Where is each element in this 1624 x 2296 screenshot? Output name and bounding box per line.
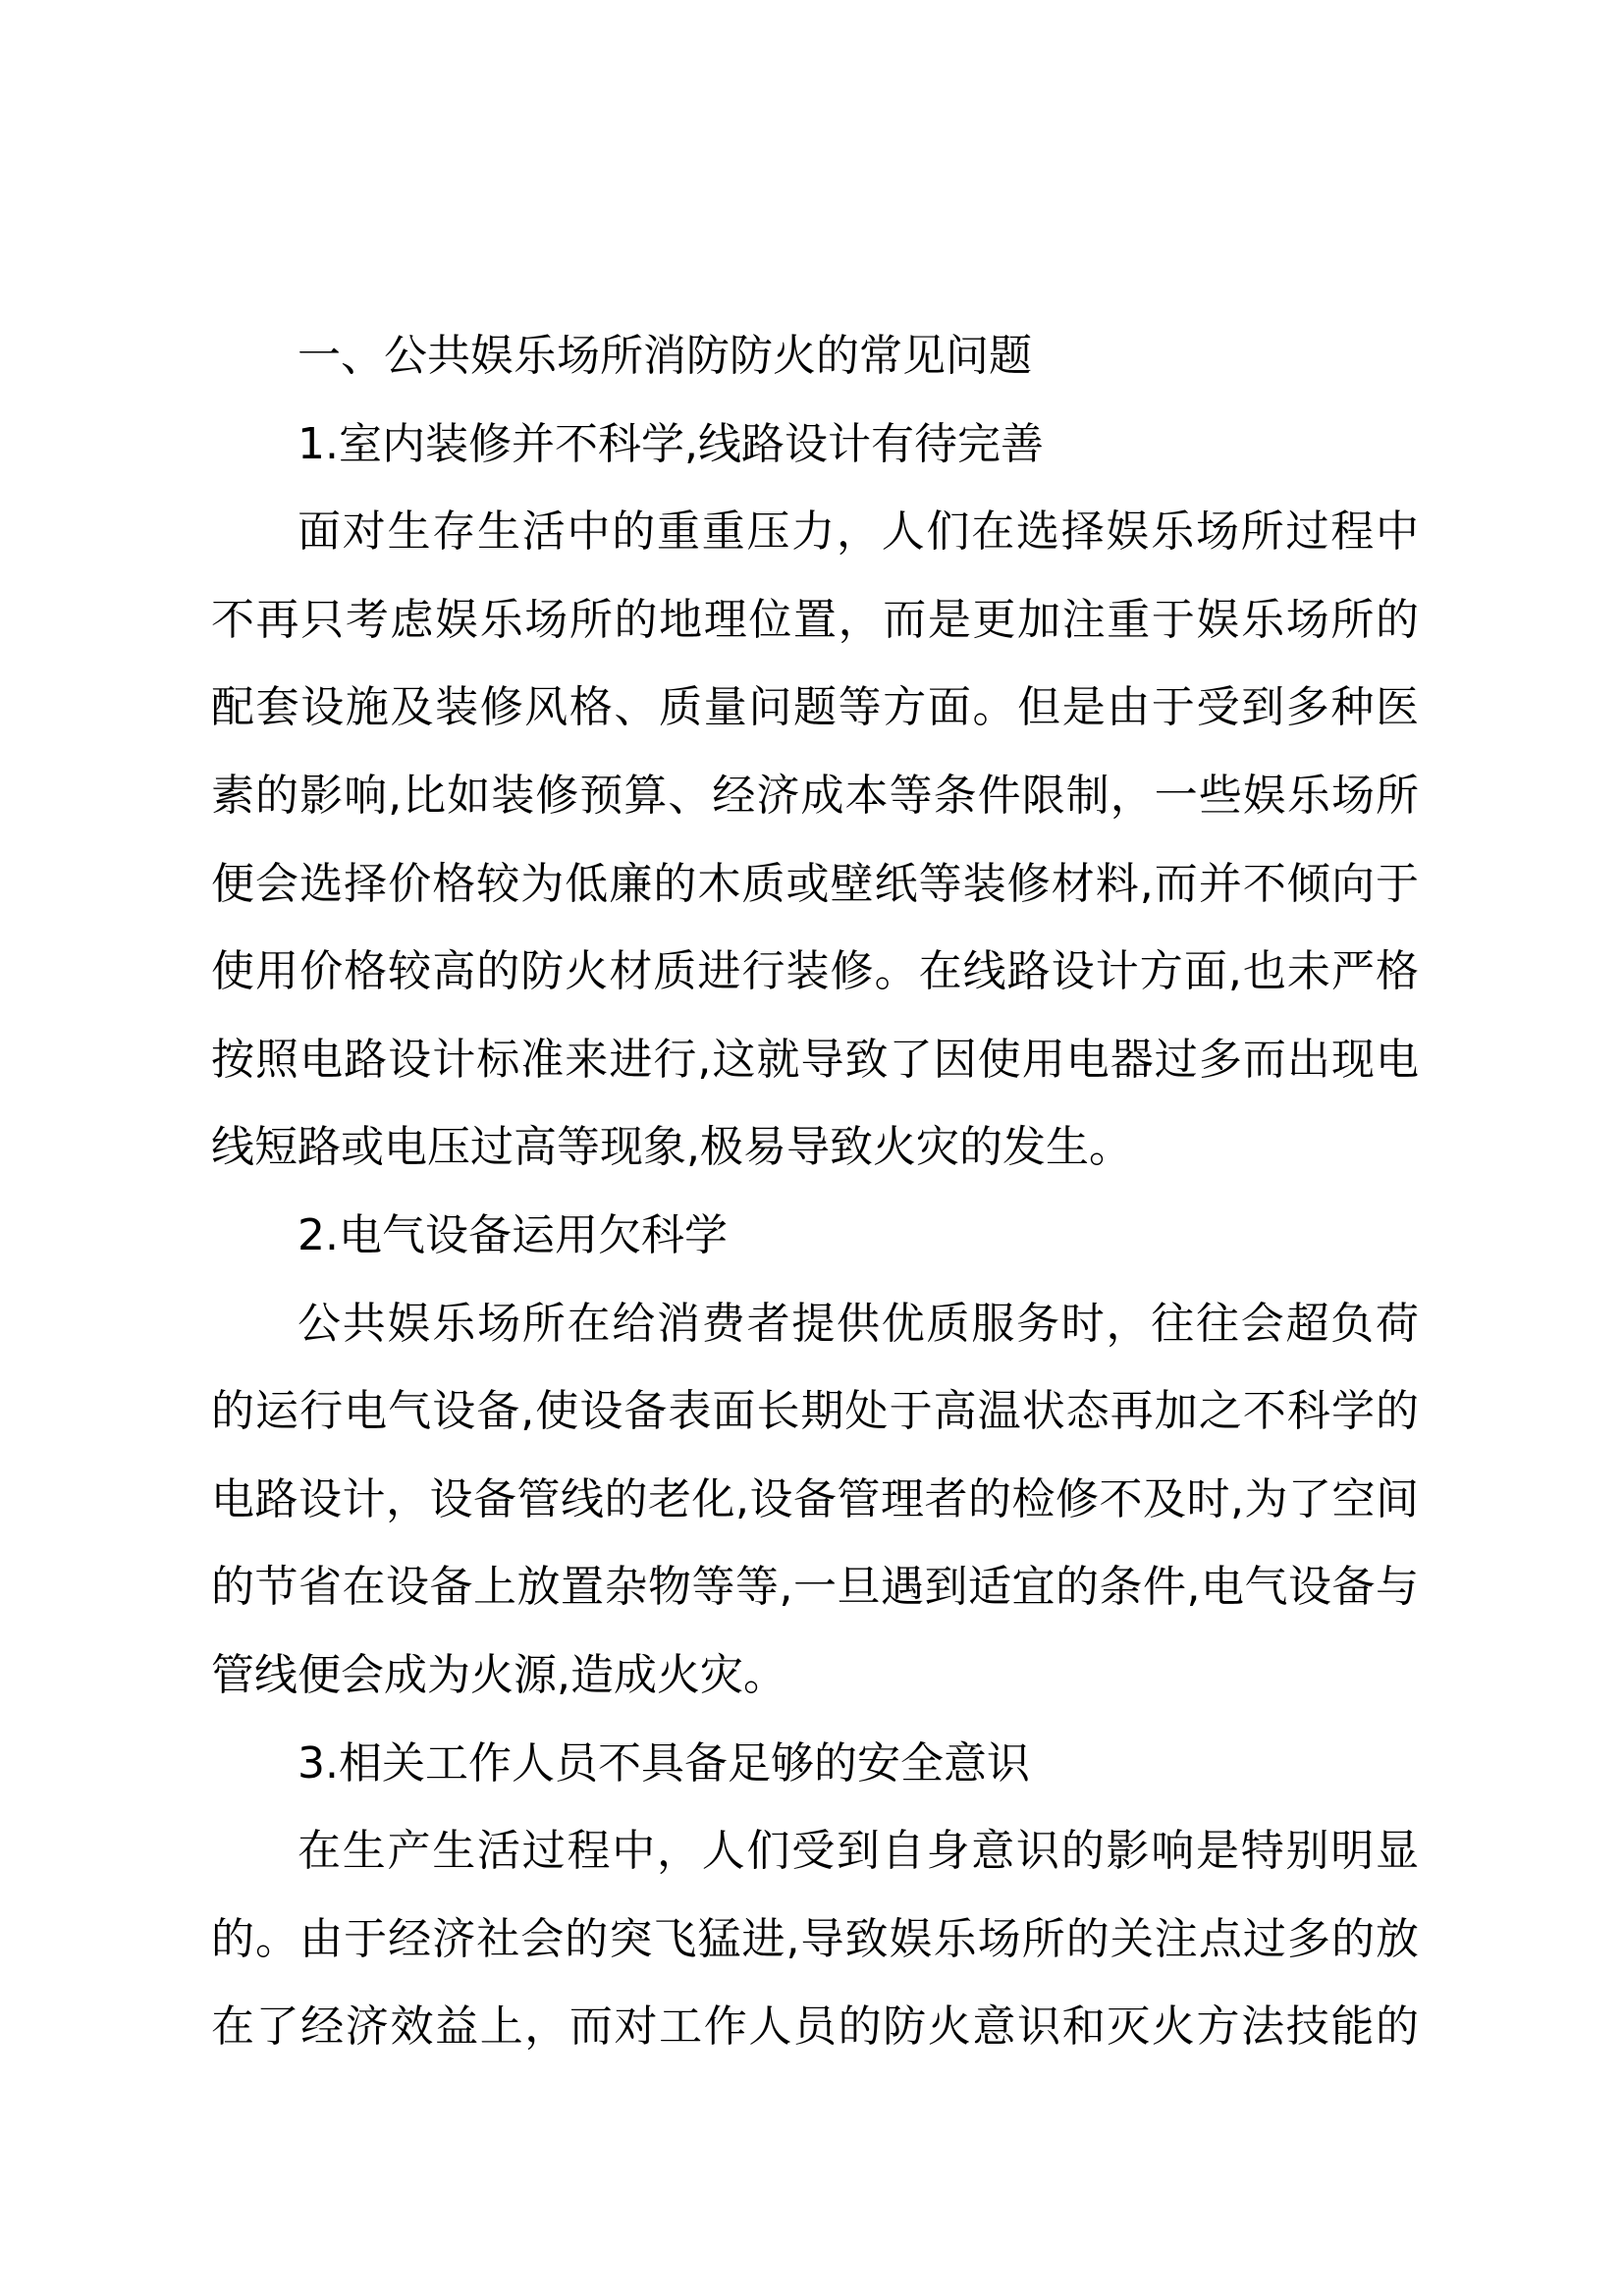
paragraph-1-line-1: 面对生存生活中的重重压力，人们在选择娱乐场所过程中 <box>298 507 1419 558</box>
section-heading: 一、公共娱乐场所消防防火的常见问题 <box>298 331 1032 381</box>
subheading-2: 2.电气设备运用欠科学 <box>298 1209 728 1260</box>
paragraph-1-line-5: 便会选择价格较为低廉的木质或壁纸等装修材料,而并不倾向于 <box>211 858 1419 909</box>
paragraph-1-line-2: 不再只考虑娱乐场所的地理位置，而是更加注重于娱乐场所的 <box>211 594 1419 645</box>
document-body <box>211 312 1419 2071</box>
paragraph-2-line-2: 的运行电气设备,使设备表面长期处于高温状态再加之不科学的 <box>211 1386 1419 1437</box>
subheading-1: 1.室内装修并不科学,线路设计有待完善 <box>298 418 1044 469</box>
paragraph-1-line-7: 按照电路设计标准来进行,这就导致了因使用电器过多而出现电 <box>211 1034 1419 1085</box>
paragraph-1-line-4: 素的影响,比如装修预算、经济成本等条件限制，一些娱乐场所 <box>211 770 1419 821</box>
paragraph-2-line-3: 电路设计，设备管线的老化,设备管理者的检修不及时,为了空间 <box>211 1473 1419 1524</box>
paragraph-1-line-8: 线短路或电压过高等现象,极易导致火灾的发生。 <box>211 1122 1132 1173</box>
paragraph-3-line-3: 在了经济效益上，而对工作人员的防火意识和灭火方法技能的 <box>211 2002 1419 2053</box>
paragraph-2-line-5: 管线便会成为火源,造成火灾。 <box>211 1649 786 1700</box>
paragraph-2-line-1: 公共娱乐场所在给消费者提供优质服务时，往往会超负荷 <box>298 1298 1419 1349</box>
paragraph-2-line-4: 的节省在设备上放置杂物等等,一旦遇到适宜的条件,电气设备与 <box>211 1562 1419 1613</box>
paragraph-3-line-2: 的。由于经济社会的突飞猛进,导致娱乐场所的关注点过多的放 <box>211 1913 1419 1964</box>
paragraph-1-line-3: 配套设施及装修风格、质量问题等方面。但是由于受到多种医 <box>211 682 1419 733</box>
paragraph-3-line-1: 在生产生活过程中，人们受到自身意识的影响是特别明显 <box>298 1826 1419 1877</box>
paragraph-1-line-6: 使用价格较高的防火材质进行装修。在线路设计方面,也未严格 <box>211 946 1419 997</box>
subheading-3: 3.相关工作人员不具备足够的安全意识 <box>298 1737 1030 1789</box>
